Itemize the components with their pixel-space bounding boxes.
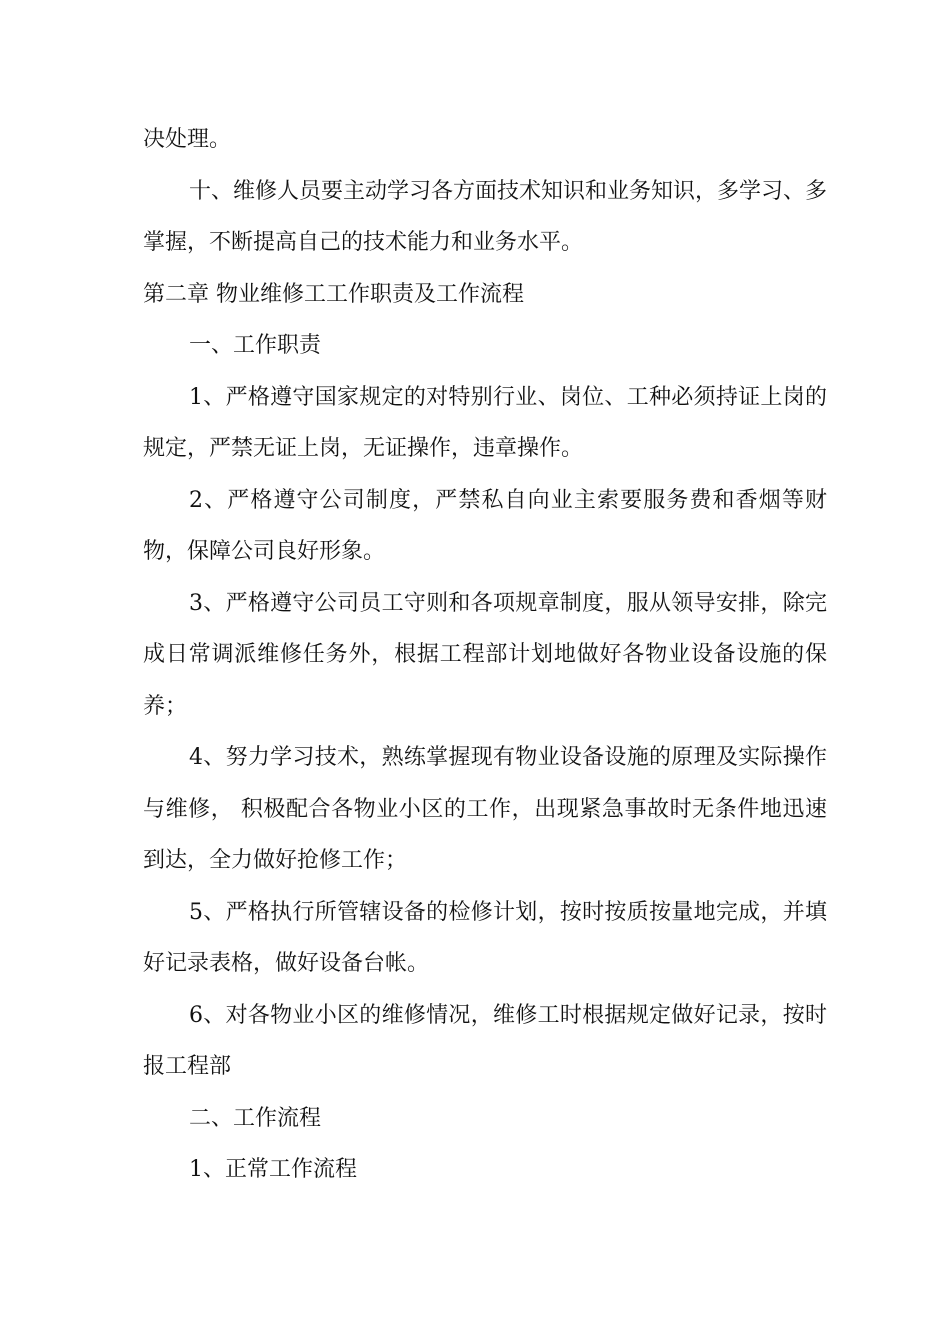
paragraph-duty-6: 6、对各物业小区的维修情况，维修工时根据规定做好记录，按时报工程部 xyxy=(143,1002,827,1079)
paragraph-duty-3: 3、严格遵守公司员工守则和各项规章制度，服从领导安排，除完成日常调派维修任务外，根据工程部计划地做好各物业设备设施的保养； xyxy=(143,590,827,719)
paragraph-duty-4: 4、努力学习技术，熟练掌握现有物业设备设施的原理及实际操作与维修， 积极配合各物业小区的工作，出现紧急事故时无条件地迅速到达，全力做好抢修工作； xyxy=(143,745,827,873)
paragraph-duty-2: 2、严格遵守公司制度，严禁私自向业主索要服务费和香烟等财物，保障公司良好形象。 xyxy=(143,487,827,564)
document-body xyxy=(143,114,827,1196)
chapter-heading: 第二章 物业维修工工作职责及工作流程 xyxy=(143,281,524,307)
section-heading-workflow: 二、工作流程 xyxy=(189,1105,322,1131)
subsection-heading-normal-workflow: 1、正常工作流程 xyxy=(189,1157,357,1182)
paragraph-item-ten: 十、维修人员要主动学习各方面技术知识和业务知识，多学习、多掌握，不断提高自己的技术能力和业务水平。 xyxy=(143,178,828,255)
paragraph-duty-1: 1、严格遵守国家规定的对特别行业、岗位、工种必须持证上岗的规定，严禁无证上岗，无证操作，违章操作。 xyxy=(143,384,827,461)
section-heading-duties: 一、工作职责 xyxy=(189,333,322,358)
paragraph-continuation: 决处理。 xyxy=(143,127,232,152)
paragraph-duty-5: 5、严格执行所管辖设备的检修计划，按时按质按量地完成，并填好记录表格，做好设备台帐。 xyxy=(143,899,827,976)
